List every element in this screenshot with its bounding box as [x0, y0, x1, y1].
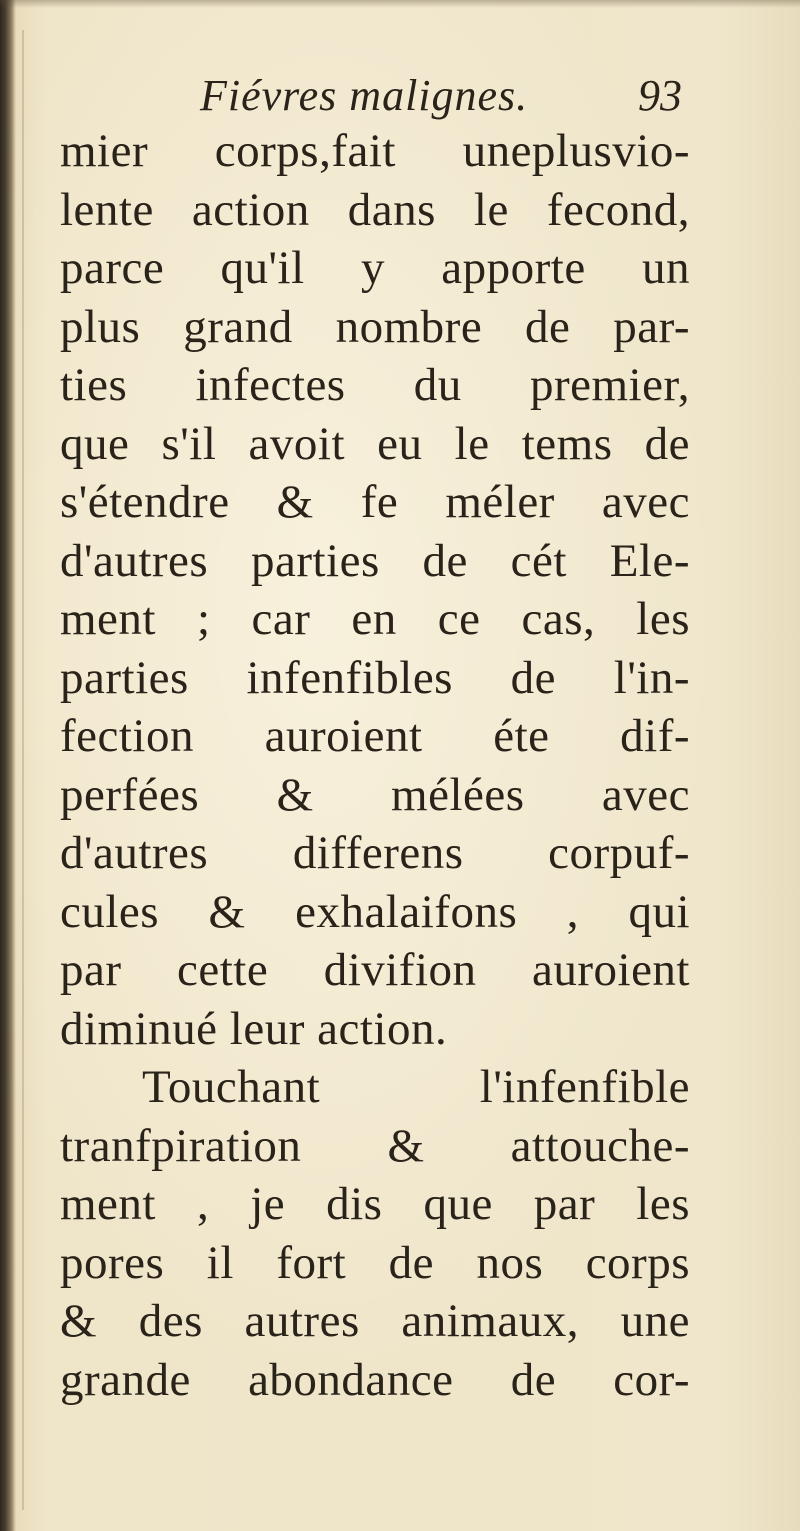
page-header [200, 70, 690, 130]
text-line: cules & exhalaifons , qui [60, 885, 690, 938]
text-line: d'autres differens corpuf- [60, 827, 690, 879]
text-line: plus grand nombre de par- [60, 300, 690, 353]
text-line: que s'il avoit eu le tems de [60, 417, 690, 470]
page-number: 93 [638, 71, 682, 120]
text-line: ment ; car en ce cas, les [60, 593, 690, 645]
text-line: Touchant l'infenfible [142, 1061, 690, 1113]
text-line: mier corps,fait uneplusvio- [60, 125, 690, 177]
text-line: parce qu'il y apporte un [60, 242, 690, 294]
text-line: ment , je dis que par les [60, 1178, 690, 1230]
text-line: & des autres animaux, une [60, 1295, 690, 1347]
text-line: par cette divifion auroient [60, 944, 690, 996]
text-line: perfées & mélées avec [60, 768, 690, 821]
text-line: fection auroient éte dif- [60, 710, 690, 762]
binding-crease [22, 30, 24, 1510]
text-line: ties infectes du premier, [60, 359, 690, 411]
text-line: pores il fort de nos corps [60, 1236, 690, 1289]
text-line: tranfpiration & attouche- [60, 1119, 690, 1172]
running-title: Fiévres malignes. [200, 71, 529, 120]
text-line: grande abondance de cor- [60, 1353, 690, 1406]
text-line: diminué leur action. [60, 1002, 448, 1055]
book-binding-shadow [0, 0, 16, 1531]
body-text [60, 122, 690, 1409]
text-line: parties infenfibles de l'in- [60, 651, 690, 704]
text-line: lente action dans le fecond, [60, 183, 690, 236]
text-line: s'étendre & fe méler avec [60, 476, 690, 528]
text-line: d'autres parties de cét Ele- [60, 534, 690, 587]
page-top-edge [0, 0, 800, 8]
